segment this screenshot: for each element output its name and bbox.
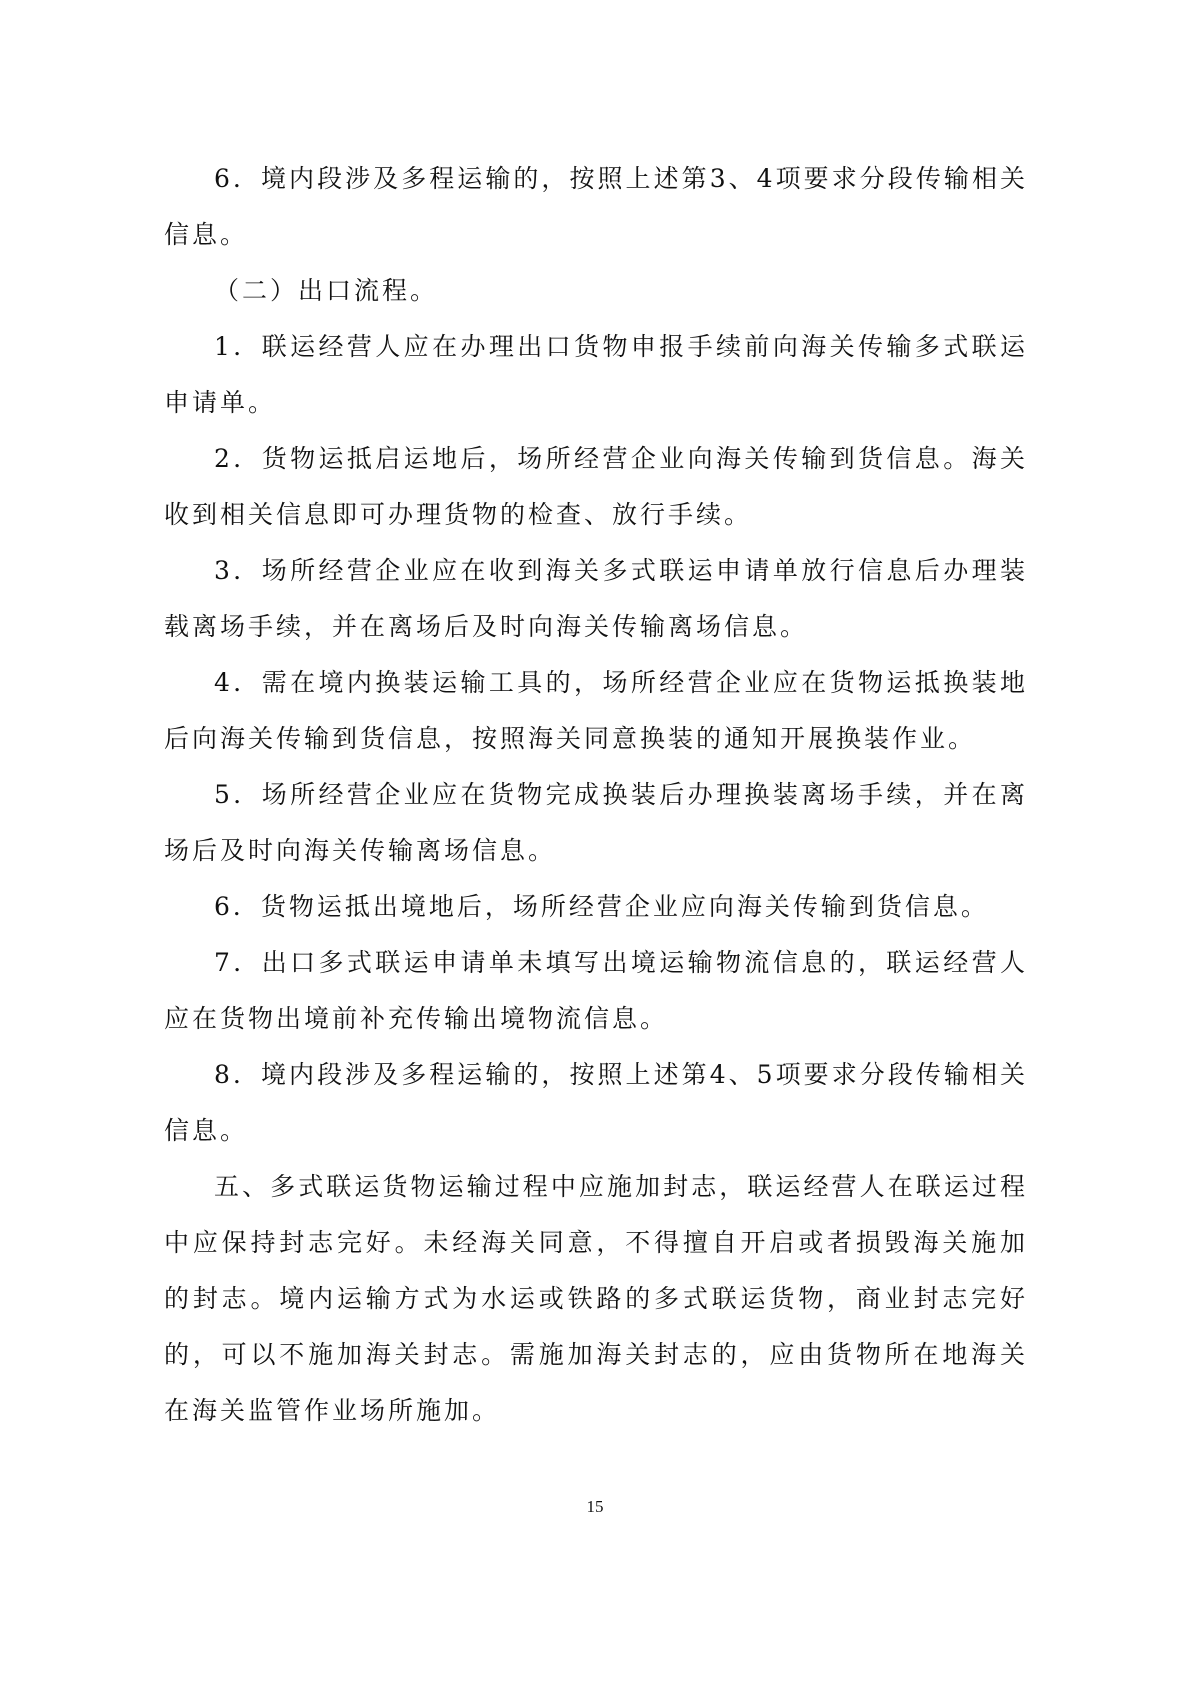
page-number: 15: [586, 1497, 604, 1516]
document-body: [164, 151, 1028, 1439]
paragraph-export-item-4: 4．需在境内换装运输工具的，场所经营企业应在货物运抵换装地后向海关传输到货信息，按照海关同意换装的通知开展换装作业。: [164, 668, 1028, 753]
paragraph-export-item-6: 6．货物运抵出境地后，场所经营企业应向海关传输到货信息。: [214, 892, 989, 921]
paragraph-export-item-3: 3．场所经营企业应在收到海关多式联运申请单放行信息后办理装载离场手续，并在离场后及时向海关传输离场信息。: [164, 556, 1028, 641]
section-heading-export-process: （二）出口流程。: [214, 276, 439, 305]
paragraph-export-item-2: 2．货物运抵启运地后，场所经营企业向海关传输到货信息。海关收到相关信息即可办理货物的检查、放行手续。: [164, 444, 1028, 529]
paragraph-import-item-6: 6．境内段涉及多程运输的，按照上述第3、4项要求分段传输相关信息。: [164, 164, 1028, 249]
paragraph-export-item-7: 7．出口多式联运申请单未填写出境运输物流信息的，联运经营人应在货物出境前补充传输出境物流信息。: [164, 948, 1028, 1033]
paragraph-section-5-seals: 五、多式联运货物运输过程中应施加封志，联运经营人在联运过程中应保持封志完好。未经海关同意，不得擅自开启或者损毁海关施加的封志。境内运输方式为水运或铁路的多式联运货物，商业封志完好的，可以不施加海关封志。需施加海关封志的，应由货物所在地海关在海关监管作业场所施加。: [164, 1172, 1028, 1425]
paragraph-export-item-1: 1．联运经营人应在办理出口货物申报手续前向海关传输多式联运申请单。: [164, 332, 1028, 417]
paragraph-export-item-8: 8．境内段涉及多程运输的，按照上述第4、5项要求分段传输相关信息。: [164, 1060, 1028, 1145]
paragraph-export-item-5: 5．场所经营企业应在货物完成换装后办理换装离场手续，并在离场后及时向海关传输离场信息。: [164, 780, 1028, 865]
